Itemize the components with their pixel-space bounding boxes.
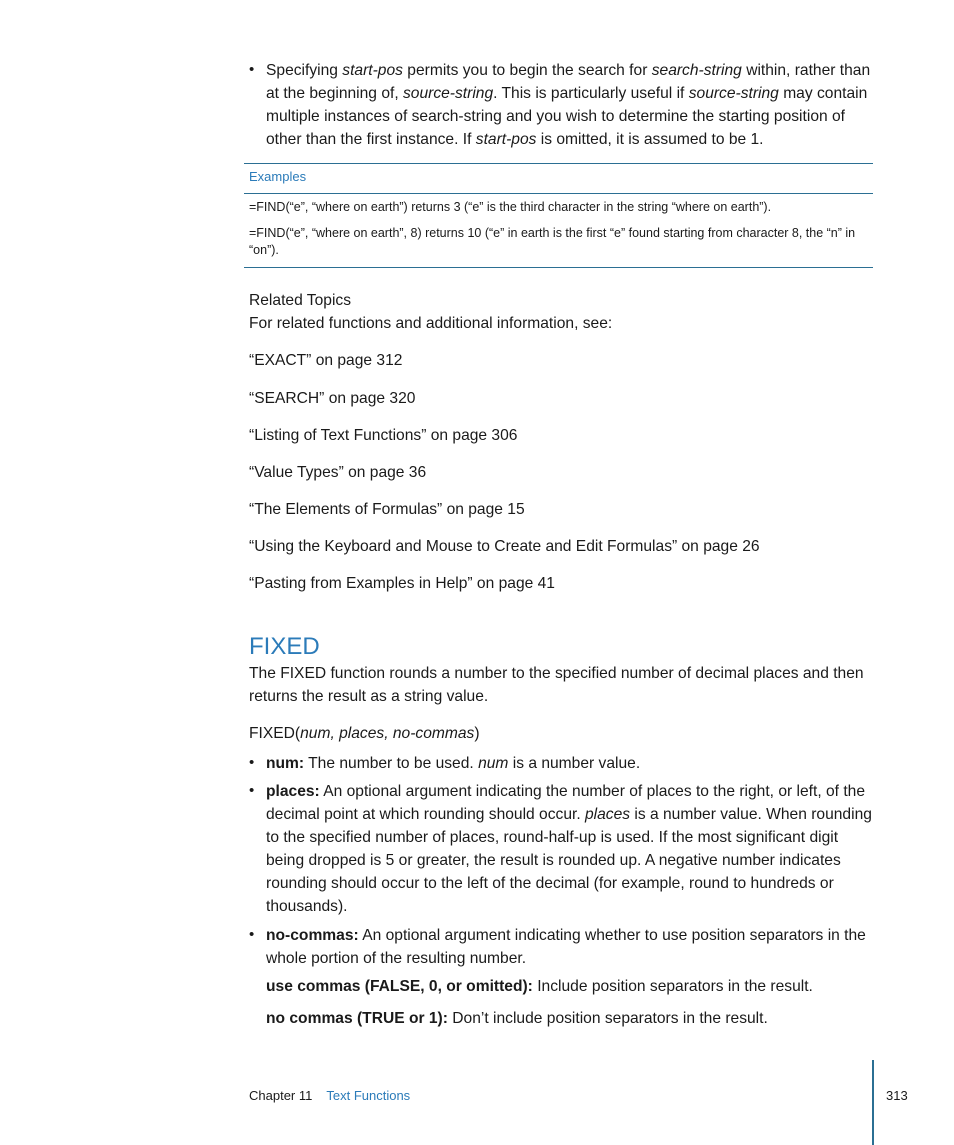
- related-link-value-types[interactable]: “Value Types” on page 36: [249, 464, 427, 481]
- footer-chapter: [249, 1088, 410, 1103]
- text-run: permits you to begin the search for: [402, 62, 652, 79]
- text-run: may contain multiple instances of search-string and you wish to determine the starting position of other than the first instance. If: [266, 85, 868, 148]
- text-run: Specifying: [266, 62, 343, 79]
- example-line-1: =FIND(“e”, “where on earth”) returns 3 (“e” is the third character in the string “where on earth”).: [249, 200, 772, 214]
- arg-term: num:: [266, 755, 305, 772]
- arg-term: places:: [266, 783, 320, 800]
- related-link-text-functions[interactable]: “Listing of Text Functions” on page 306: [249, 427, 518, 444]
- option-no-commas: [266, 1007, 873, 1030]
- text-run: The number to be used.: [304, 755, 479, 772]
- option-term: use commas (FALSE, 0, or omitted):: [266, 978, 533, 995]
- param-italic: search-string: [651, 62, 742, 79]
- option-term: no commas (TRUE or 1):: [266, 1010, 448, 1027]
- arg-no-commas: [266, 924, 873, 970]
- bullet-marker: •: [249, 926, 255, 943]
- text-run: An optional argument indicating the number of places to the right, or left, of the decimal point at which rounding should occur.: [266, 783, 865, 823]
- param-italic: start-pos: [475, 131, 537, 148]
- examples-top-rule: [244, 163, 873, 164]
- intro-bullet-text: [266, 59, 873, 151]
- syntax-paren: ): [474, 725, 480, 742]
- text-run: is a number value.: [508, 755, 641, 772]
- related-topics-intro: For related functions and additional information, see:: [249, 315, 613, 332]
- text-run: is omitted, it is assumed to be 1.: [536, 131, 764, 148]
- fixed-description: The FIXED function rounds a number to the specified number of decimal places and then returns the result as a string value.: [249, 665, 864, 705]
- param-italic: source-string: [403, 85, 494, 102]
- param-italic: places: [585, 806, 631, 823]
- text-run: is a number value. When rounding to the specified number of places, round-half-up is used. If the most significant digit being dropped is 5 or greater, the result is rounded up. A negative number indicates rounding should occur to the left of the decimal (for example, round to hundreds or thousands).: [266, 806, 872, 915]
- related-link-pasting-examples[interactable]: “Pasting from Examples in Help” on page 41: [249, 575, 555, 592]
- related-link-keyboard-mouse[interactable]: “Using the Keyboard and Mouse to Create and Edit Formulas” on page 26: [249, 538, 760, 555]
- example-line-2: =FIND(“e”, “where on earth”, 8) returns 10 (“e” in earth is the first “e” found starting from character 8, the “n” in “on”).: [249, 226, 856, 257]
- related-topics-heading: Related Topics: [249, 292, 351, 309]
- arg-term: no-commas:: [266, 927, 359, 944]
- text-run: Include position separators in the result.: [532, 978, 813, 995]
- examples-bottom-rule: [244, 267, 873, 268]
- syntax-function-name: FIXED: [249, 725, 295, 742]
- related-link-exact[interactable]: “EXACT” on page 312: [249, 352, 403, 369]
- page-number: 313: [886, 1088, 908, 1103]
- syntax-paren: (: [294, 725, 301, 742]
- bullet-marker: •: [249, 61, 255, 78]
- text-run: within, rather than at the beginning of,: [266, 62, 871, 102]
- param-italic: num: [478, 755, 509, 772]
- param-italic: start-pos: [342, 62, 403, 79]
- param-italic: source-string: [688, 85, 779, 102]
- text-run: . This is particularly useful if: [493, 85, 689, 102]
- text-run: Don’t include position separators in the result.: [447, 1010, 768, 1027]
- section-title-fixed: FIXED: [249, 633, 320, 660]
- footer-divider: [872, 1060, 874, 1145]
- bullet-marker: •: [249, 754, 255, 771]
- related-link-search[interactable]: “SEARCH” on page 320: [249, 390, 416, 407]
- arg-places: [266, 780, 873, 918]
- examples-header-rule: [244, 193, 873, 194]
- footer-section-link[interactable]: Text Functions: [326, 1088, 411, 1103]
- arg-num: [266, 752, 873, 775]
- fixed-syntax: [249, 722, 480, 745]
- related-link-elements-of-formulas[interactable]: “The Elements of Formulas” on page 15: [249, 501, 525, 518]
- bullet-marker: •: [249, 782, 255, 799]
- examples-heading: Examples: [249, 169, 307, 184]
- syntax-args: num, places, no-commas: [300, 725, 475, 742]
- text-run: An optional argument indicating whether to use position separators in the whole portion of the resulting number.: [266, 927, 866, 967]
- option-use-commas: [266, 975, 873, 998]
- footer-chapter-number: Chapter 11: [249, 1088, 313, 1103]
